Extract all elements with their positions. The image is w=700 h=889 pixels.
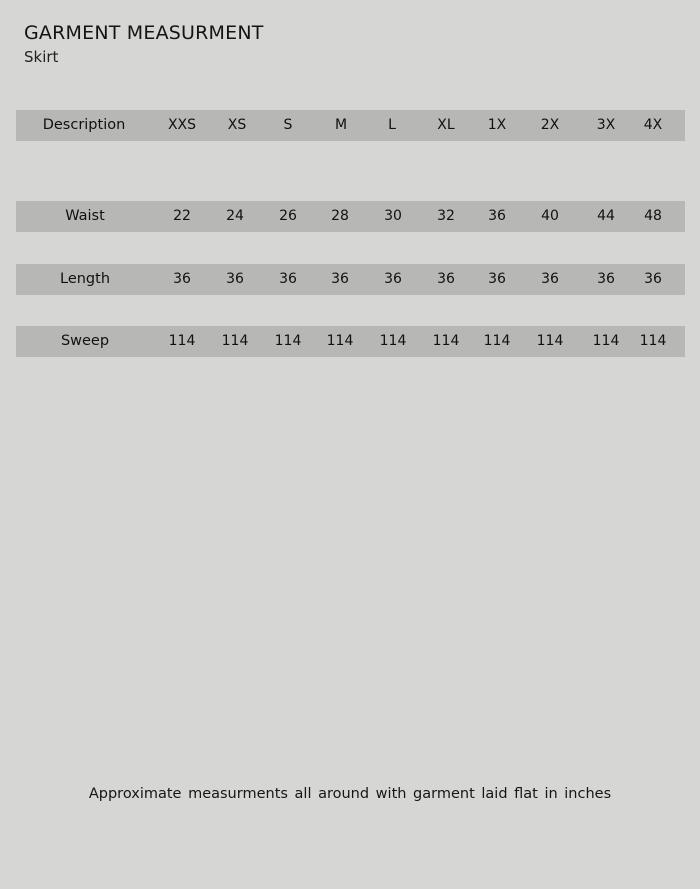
table-cell: 114 xyxy=(536,333,564,349)
header-size-4x: 4X xyxy=(643,117,663,133)
table-cell: 114 xyxy=(168,333,196,349)
header-description: Description xyxy=(42,117,126,133)
table-cell: 114 xyxy=(326,333,354,349)
table-cell: 114 xyxy=(483,333,511,349)
table-cell: 48 xyxy=(644,208,662,224)
table-cell: 36 xyxy=(279,271,297,287)
row-label-sweep: Sweep xyxy=(60,333,110,349)
table-cell: 24 xyxy=(226,208,244,224)
header-size-xxs: XXS xyxy=(167,117,197,133)
header-size-l: L xyxy=(388,117,396,133)
table-row-sweep xyxy=(16,326,685,357)
header-size-3x: 3X xyxy=(596,117,616,133)
header-size-1x: 1X xyxy=(487,117,507,133)
table-cell: 114 xyxy=(274,333,302,349)
table-cell: 28 xyxy=(331,208,349,224)
table-cell: 114 xyxy=(221,333,249,349)
table-cell: 36 xyxy=(384,271,402,287)
footer-note: Approximate measurments all around with garment laid flat in inches xyxy=(88,786,612,802)
header-size-xl: XL xyxy=(437,117,455,133)
table-header-row xyxy=(16,110,685,141)
table-cell: 36 xyxy=(541,271,559,287)
table-cell: 26 xyxy=(279,208,297,224)
table-cell: 114 xyxy=(432,333,460,349)
table-cell: 36 xyxy=(226,271,244,287)
table-cell: 114 xyxy=(592,333,620,349)
table-cell: 22 xyxy=(173,208,191,224)
table-cell: 114 xyxy=(639,333,667,349)
row-label-length: Length xyxy=(59,271,111,287)
header-size-xs: XS xyxy=(227,117,247,133)
table-row-waist xyxy=(16,201,685,232)
header-size-m: M xyxy=(334,117,348,133)
table-cell: 36 xyxy=(597,271,615,287)
table-cell: 114 xyxy=(379,333,407,349)
table-cell: 36 xyxy=(331,271,349,287)
table-cell: 30 xyxy=(384,208,402,224)
page-subtitle: Skirt xyxy=(24,48,59,66)
row-label-waist: Waist xyxy=(65,208,105,224)
page-title: GARMENT MEASURMENT xyxy=(24,22,264,44)
table-cell: 36 xyxy=(437,271,455,287)
table-cell: 36 xyxy=(644,271,662,287)
table-cell: 36 xyxy=(488,271,506,287)
header-size-2x: 2X xyxy=(540,117,560,133)
table-cell: 44 xyxy=(597,208,615,224)
table-row-length xyxy=(16,264,685,295)
header-size-s: S xyxy=(283,117,293,133)
table-cell: 40 xyxy=(541,208,559,224)
table-cell: 32 xyxy=(437,208,455,224)
table-cell: 36 xyxy=(488,208,506,224)
table-cell: 36 xyxy=(173,271,191,287)
